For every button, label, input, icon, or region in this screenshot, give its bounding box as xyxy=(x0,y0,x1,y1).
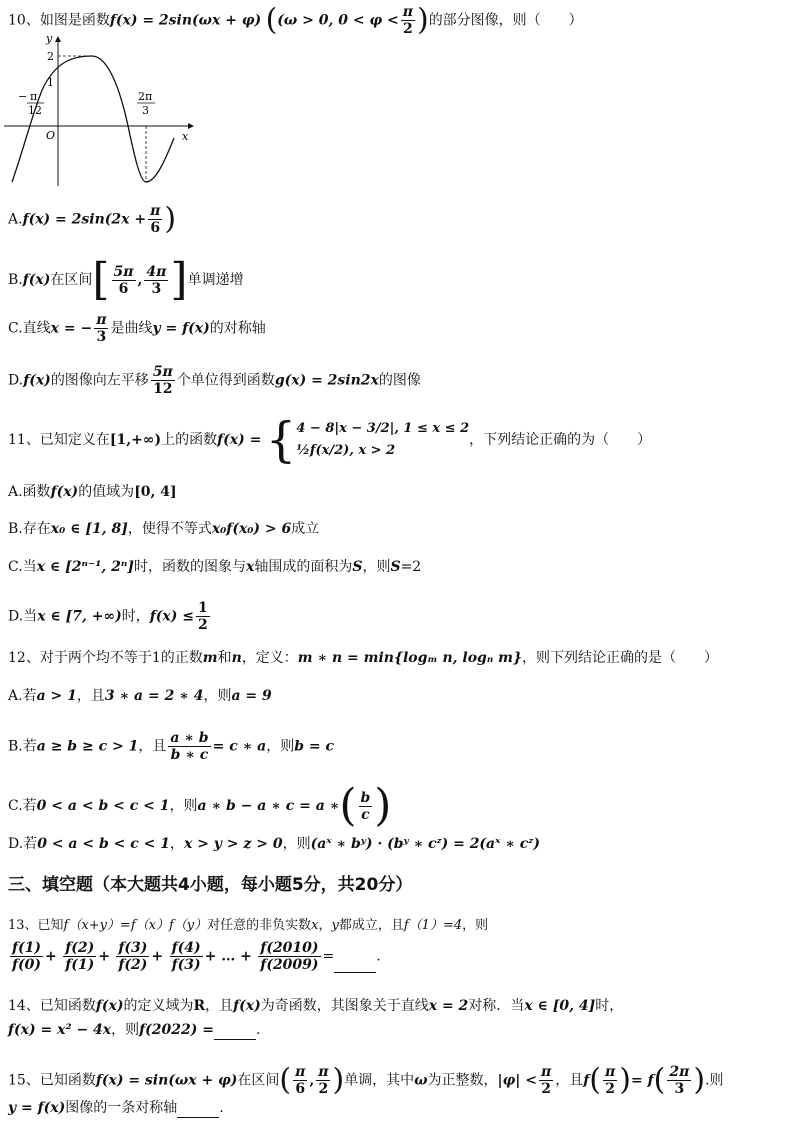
x-axis-label: x xyxy=(182,130,189,143)
q12-option-d[interactable]: D.若0 < a < b < c < 1，x > y > z > 0，则(aˣ ∗ bʸ) · (bʸ ∗ cᶻ) = 2(aˣ ∗ cᶻ) xyxy=(8,836,540,852)
q10-sine-graph xyxy=(0,28,200,190)
q11-option-a[interactable]: A.函数f(x)的值域为[0, 4] xyxy=(8,484,177,500)
x-right-num: 2π xyxy=(138,90,153,103)
q10-prefix: 10、如图是函数 xyxy=(8,12,110,29)
q15-answer-blank[interactable] xyxy=(177,1103,219,1118)
q15-stem: 15、已知函数f(x) = sin(ωx + φ)在区间( $\frac{\pi}{6}$ , $\frac{\pi}{2}$ )单调，其中ω为正整数，|φ| < $\frac{\pi}{2}$ ，且f( $\frac{\pi}{2}$ )= f( $\frac{2\pi}{3}$ ).则 xyxy=(8,1062,724,1098)
q15-line2: y = f(x)图像的一条对称轴 . xyxy=(8,1100,224,1116)
q12-stem: 12、对于两个均不等于1的正数m和n，定义：m ∗ n = min{logₘ n, logₙ m}，则下列结论正确的是（ ） xyxy=(8,650,718,666)
q14-stem: 14、已知函数f(x)的定义域为R，且f(x)为奇函数，其图象关于直线x = 2对称．当x ∈ [0, 4]时， xyxy=(8,998,624,1014)
sine-curve xyxy=(12,56,174,182)
x-left-num: π xyxy=(30,90,38,103)
q11-piece-2: ½f(x/2), x > 2 xyxy=(296,443,396,458)
y-axis-arrow xyxy=(55,36,61,42)
q13-expression: $\frac{f(1)}{f(0)}$ + $\frac{f(2)}{f(1)}$ + $\frac{f(3)}{f(2)}$ + $\frac{f(4)}{f(3)}$ + … + $\frac{f(2010)}{f(2009)}$ = . xyxy=(12,940,381,973)
q10-option-a[interactable]: A.f(x) = 2sin(2x + $\frac{\pi}{6}$ ) xyxy=(8,201,177,237)
q12-option-b[interactable]: B.若a ≥ b ≥ c > 1，且 $\frac{a ∗ b}{b ∗ c}$ = c ∗ a，则b = c xyxy=(8,730,335,763)
q10-suffix: 的部分图像，则（ ） xyxy=(428,12,583,29)
x-left-sign: − xyxy=(18,90,28,103)
q14-answer-blank[interactable] xyxy=(214,1025,256,1040)
q10-condition: (ω > 0, 0 < φ < xyxy=(277,12,399,29)
x-axis-arrow xyxy=(188,123,194,129)
q11-option-c[interactable]: C.当x ∈ [2ⁿ⁻¹, 2ⁿ]时，函数的图象与x轴围成的面积为S，则S=2 xyxy=(8,559,422,575)
y-tick-1: 1 xyxy=(47,76,54,89)
q10-option-b[interactable]: B.f(x)在区间[ $\frac{5\pi}{6}$ , $\frac{4\pi}{3}$ ]单调递增 xyxy=(8,254,244,305)
q10-stem: 10、如图是函数f(x) = 2sin(ωx + φ) ((ω > 0, 0 < φ < $\frac{\pi}{2}$ )的部分图像，则（ ） xyxy=(8,2,583,38)
q12-option-c[interactable]: C.若0 < a < b < c < 1，则a ∗ b − a ∗ c = a ∗( $\frac{b}{c}$ ) xyxy=(8,780,392,831)
q11-option-d[interactable]: D.当x ∈ [7, +∞)时，f(x) ≤ $\frac{1}{2}$ xyxy=(8,600,208,633)
q10-option-d[interactable]: D.f(x)的图像向左平移 $\frac{5\pi}{12}$ 个单位得到函数g(x) = 2sin2x的图像 xyxy=(8,364,421,397)
x-left-den: 12 xyxy=(28,104,42,117)
section-3-heading: 三、填空题（本大题共4小题，每小题5分，共20分） xyxy=(8,875,413,895)
q11-option-b[interactable]: B.存在x₀ ∈ [1, 8]，使得不等式x₀f(x₀) > 6成立 xyxy=(8,521,320,537)
x-right-den: 3 xyxy=(142,104,149,117)
q12-option-a[interactable]: A.若a > 1，且3 ∗ a = 2 ∗ 4，则a = 9 xyxy=(8,688,272,704)
y-tick-2: 2 xyxy=(47,50,54,63)
q14-line2: f(x) = x² − 4x，则f(2022) = . xyxy=(8,1022,261,1038)
q11-piece-1: 4 − 8|x − 3/2|, 1 ≤ x ≤ 2 xyxy=(296,421,470,436)
y-axis-label: y xyxy=(46,32,53,45)
q11-stem: 11、已知定义在[1,+∞)上的函数f(x) = { 4 − 8|x − 3/2|, 1 ≤ x ≤ 2 ½f(x/2), x > 2 ，下列结论正确的为（ ） xyxy=(8,412,652,468)
origin-label: O xyxy=(46,129,56,142)
q13-answer-blank[interactable] xyxy=(334,958,376,973)
q10-cond-frac: $\frac{\pi}{2}$ xyxy=(402,4,413,37)
q10-func: f(x) = 2sin(ωx + φ) xyxy=(109,12,262,29)
q10-option-c[interactable]: C.直线x = − $\frac{\pi}{3}$ 是曲线y = f(x)的对称轴 xyxy=(8,312,266,345)
q13-stem: 13、已知f（x+y）=f（x）f（y）对任意的非负实数x，y都成立，且f（1）=4，则 xyxy=(8,918,489,933)
